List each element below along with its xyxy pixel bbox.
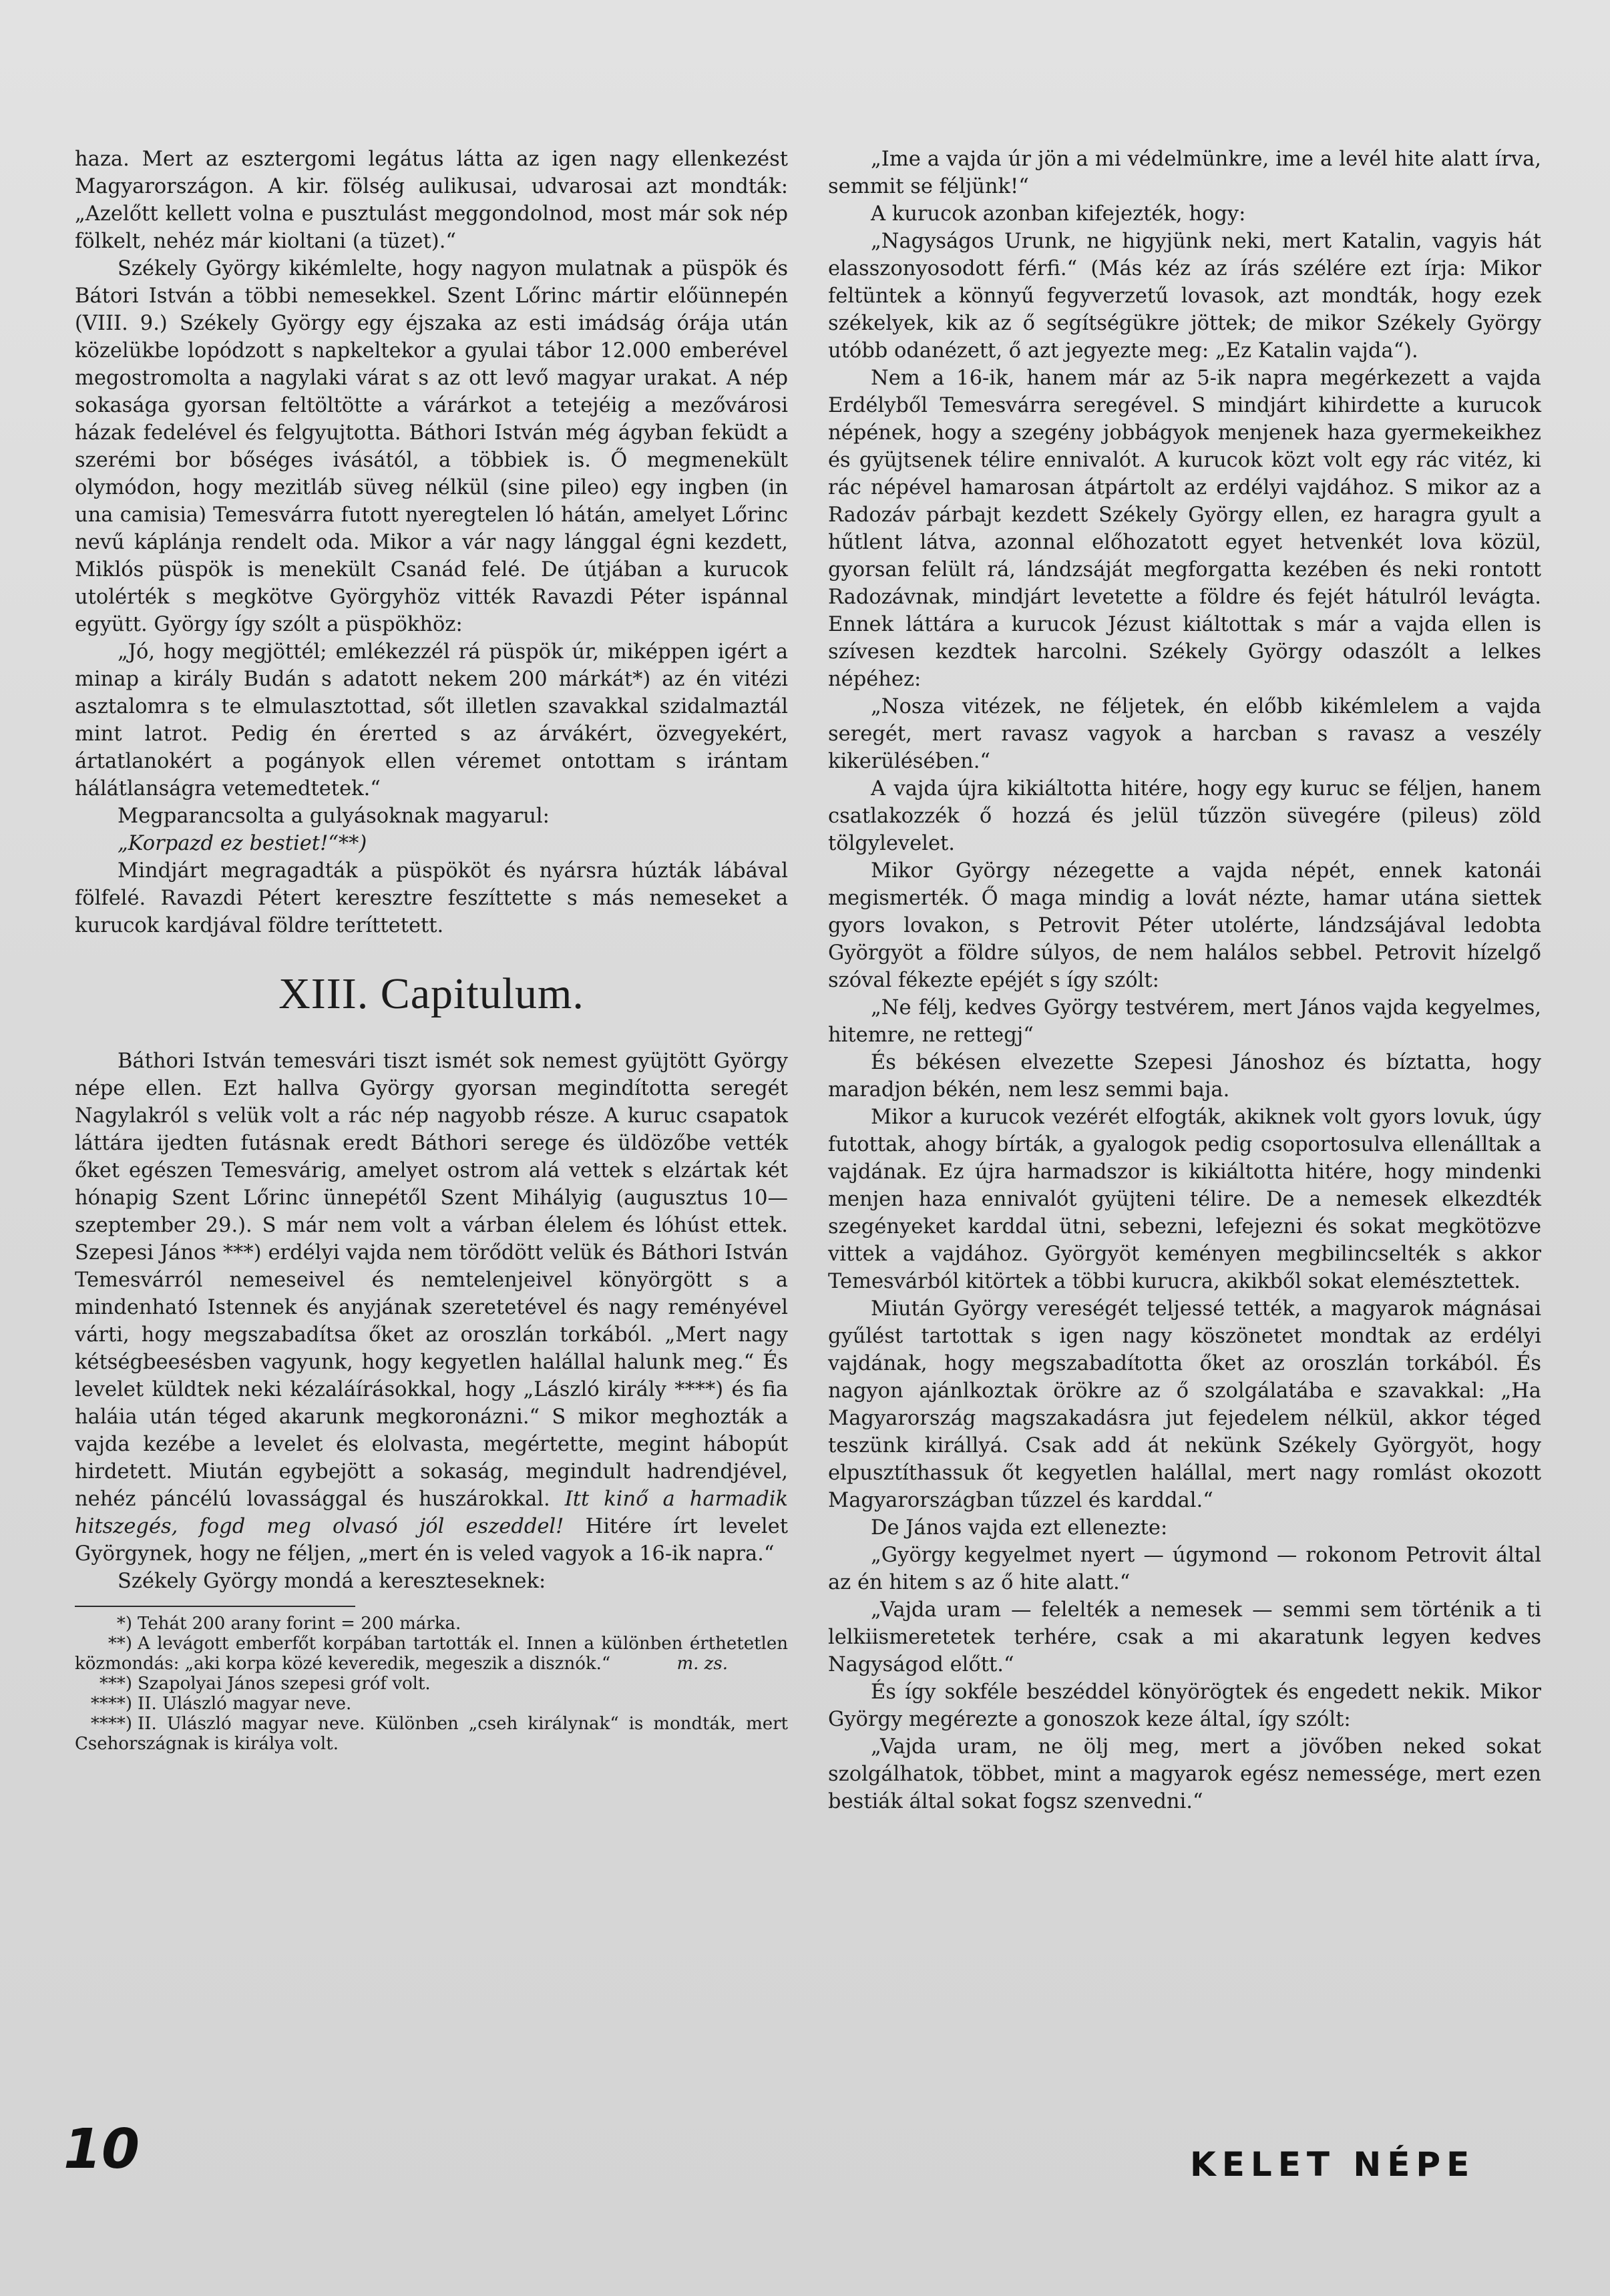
right-column [828,146,1541,1815]
paragraph: De János vajda ezt ellenezte: [871,1516,1168,1540]
quote-paragraph: „Ime a vajda úr jön a mi védelmünkre, ime a levél hite alatt írva, semmit se féljünk!“ [828,148,1541,198]
paragraph: Mindjárt megragadták a püspököt és nyársra húzták lábával fölfelé. Ravazdi Pétert keresztre feszíttette s más nemeseket a kurucok kardjával földre teríttetett. [75,859,788,937]
quote-paragraph: „György kegyelmet nyert — úgymond — rokonom Petrovit által az én hitem s az ő hite alatt.“ [828,1544,1541,1594]
paragraph: És békésen elvezette Szepesi Jánoshoz és bíztatta, hogy maradjon békén, nem lesz semmi baja. [828,1051,1541,1102]
quote-paragraph: „Korpazd ez bestiet!“**) [118,832,367,855]
footnote: **) A levágott emberfőt korpában tartották el. Innen a különben érthetetlen közmondás: „aki korpa közé keveredik, megeszik a disznók.“ m. zs. [75,1634,788,1674]
footnote: ***) Szapolyai János szepesi gróf volt. [99,1674,431,1694]
paragraph-text: Hitére írt levelet Györgynek, hogy ne féljen, „mert én is veled vagyok a 16-ik napra.“ [75,1515,788,1566]
page-number: 10 [63,2118,140,2181]
paragraph: Mikor György nézegette a vajda népét, ennek katonái megismerték. Ő maga mindig a lovát nézte, hamar utána siettek gyors lovakon, s Petrovit Péter utolérte, lándzsájával ledobta Györgyöt a földre súlyos, de nem halálos sebbel. Petrovit hízelgő szóval fékezte epéjét s így szólt: [828,859,1541,992]
footnote-divider [75,1606,355,1607]
paragraph: Nem a 16-ik, hanem már az 5-ik napra megérkezett a vajda Erdélyből Temesvárra seregével. S mindjárt kihirdette a kurucok népének, hogy a szegény jobbágyok menjenek haza gyermekeikhez és gyüjtsenek télire ennivalót. A kurucok közt volt egy rác vitéz, ki rác népével hamarosan átpártolt az erdélyi vajdához. S mikor az a Radozáv párbajt kezdett Székely György ellen, ez haragra gyult a hűtlent látva, azonnal előhozatott egyet hetvenkét lova közül, gyorsan felült rá, lándzsáját megforgatta kezében és neki rontott Radozávnak, mindjárt levetette a földre és fejét hátulról levágta. Ennek láttára a kurucok Jézust kiáltottak s már a vajda ellen is szívesen kezdtek harcolni. Székely György odaszólt a lelkes népéhez: [828,367,1541,691]
paragraph: Mikor a kurucok vezérét elfogták, akiknek volt gyors lovuk, úgy futottak, ahogy bírták, a gyalogok pedig csoportosulva ellenálltak a vajdának. Ez újra harmadszor is kikiáltotta hitére, hogy mindenki menjen haza ennivalót gyüjteni télire. De a nemesek elkezdték szegényeket karddal ütni, sebezni, lefejezni és sokat megkötözve vittek a vajdához. Györgyöt keményen megbilincselték s akkor Temesvárból kitörtek a többi kurucra, akikből sokat elemésztettek. [828,1106,1541,1293]
quote-paragraph: „Vajda uram, ne ölj meg, mert a jövőben neked sokat szolgálhatok, többet, mint a magyarok egész nemessége, mert ezen bestiák által sokat fogsz szenvedni.“ [828,1735,1541,1813]
quote-paragraph: „Nagyságos Urunk, ne higyjünk neki, mert Katalin, vagyis hát elasszonyosodott férfi.“ (Más kéz az írás szélére ezt írja: Mikor feltüntek a könnyű fegyverzetű lovasok, azt mondták, hogy ezek székelyek, kik az ő segítségükre jöttek; de mikor Székely György utóbb odanézett, ő azt jegyezte meg: „Ez Katalin vajda“). [828,230,1541,363]
footnote-signature: m. zs. [676,1654,728,1674]
italic-remark: Itt kinő a harmadik hitszegés, fogd meg olvasó jól eszeddel! [75,1487,788,1538]
paragraph [75,1048,788,1568]
paragraph: Székely György mondá a kereszteseknek: [118,1570,546,1593]
quote-paragraph: „Ne félj, kedves György testvérem, mert János vajda kegyelmes, hitemre, ne rettegj“ [828,996,1541,1047]
paragraph: És így sokféle beszéddel könyörögtek és engedett nekik. Mikor György megérezte a gonoszok keze által, így szólt: [828,1680,1541,1731]
paragraph: A vajda újra kikiáltotta hitére, hogy egy kuruc se féljen, hanem csatlakozzék ő hozzá és jelül tűzzön süvegére (pileus) zöld tölgylevelet. [828,777,1541,855]
masthead-title: KELET NÉPE [1190,2145,1476,2184]
paragraph: Miután György vereségét teljessé tették, a magyarok mágnásai gyűlést tartottak s igen nagy köszönetet mondtak az erdélyi vajdának, hogy megszabadította őket az oroszlán torkából. És nagyon ajánlkoztak örökre az ő szolgálatába e szavakkal: „Ha Magyarország magszakadásra jut fejedelem nélkül, akkor téged teszünk királlyá. Csak add át nekünk Székely Györgyöt, hogy elpusztíthassuk őt kegyetlen halállal, mert nagy romlást okozott Magyarországban tűzzel és karddal.“ [828,1297,1541,1512]
left-column [75,146,788,1754]
footnote: ****) II. Ulászló magyar neve. Különben „cseh királynak“ is mondták, mert Csehországnak is királya volt. [75,1714,788,1754]
paragraph: A kurucok azonban kifejezték, hogy: [871,202,1246,226]
quote-paragraph: „Nosza vitézek, ne féljetek, én előbb kikémlelem a vajda seregét, mert ravasz vagyok a harcban s ravasz a veszély kikerülésében.“ [828,695,1541,773]
footnote: ****) II. Ulászló magyar neve. [90,1694,352,1714]
paragraph: haza. Mert az esztergomi legátus látta az igen nagy ellenkezést Magyarországon. A kir. fölség aulikusai, udvarosai azt mondták: „Azelőtt kellett volna e pusztulást meggondolnod, most már sok nép fölkelt, nehéz már kioltani (a tüzet).“ [75,148,788,253]
chapter-heading: XIII. Capitulum. [278,969,584,1018]
footnote: *) Tehát 200 arany forint = 200 márka. [116,1614,461,1634]
paragraph: Székely György kikémlelte, hogy nagyon mulatnak a püspök és Bátori István a többi nemesekkel. Szent Lőrinc mártir előünnepén (VIII. 9.) Székely György egy éjszaka az esti imádság órája után közelükbe lopódzott s napkeltekor a gyulai tábor 12.000 emberével megostromolta a nagylaki várat s az ott levő magyar urakat. A nép sokasága gyorsan feltöltötte a várárkot a tetejéig a mezővárosi házak fedelével és felgyujtotta. Báthori István még ágyban feküdt a szerémi bor bőséges ivásától, a többiek is. Ő megmenekült olymódon, hogy mezitláb süveg nélkül (sine pileo) egy ingben (in una camisia) Temesvárra futott nyeregtelen ló hátán, amelyet Lőrinc nevű káplánja rendelt oda. Mikor a vár nagy lánggal égni kezdett, Miklós püspök is menekült Csanád felé. De útjában a kurucok utolérték s megkötve Györgyhöz vitték Ravazdi Péter ispánnal együtt. György így szólt a püspökhöz: [75,257,788,636]
footnotes [75,1614,788,1754]
paragraph-text: Báthori István temesvári tiszt ismét sok nemest gyüjtött György népe ellen. Ezt hallva György gyorsan megindította seregét Nagylakról s velük volt a rác nép nagyobb része. A kuruc csapatok láttára ijedten futásnak eredt Báthori serege és üldözőbe vették őket egészen Temesvárig, amelyet ostrom alá vettek s elzártak két hónapig Szent Lőrinc ünnepétől Szent Mihályig (augusztus 10—szeptember 29.). S már nem volt a várban élelem és lóhúst ettek. Szepesi János ***) erdélyi vajda nem törődött velük és Báthori István Temesvárról nemeseivel és nemtelenjeivel könyörgött s a mindenható Istennek és anyjának szeretetével és nagy reményével várti, hogy megszabadítsa őket az oroszlán torkából. „Mert nagy kétségbeesésben vagyunk, hogy kegyetlen halállal halunk meg.“ És levelet küldtek neki kézaláírásokkal, hogy „László király ****) és fia haláia után téged akarunk megkoronázni.“ S mikor meghozták a vajda kezébe a levelet és elolvasta, megértette, megint hábорút hirdetett. Miután egybejött a sokaság, megindult hadrendjével, nehéz páncélú lovassággal és huszárokkal. [75,1050,788,1511]
paragraph: Megparancsolta a gulyásoknak magyarul: [118,805,550,828]
quote-paragraph: „Vajda uram — felelték a nemesek — semmi sem történik a ti lelkiismeretetek terhére, csak a mi akaratunk legyen kedves Nagyságod előtt.“ [828,1598,1541,1676]
quote-paragraph: „Jó, hogy megjöttél; emlékezzél rá püspök úr, miképpen igért a minap a király Budán s adatott nekem 200 márkát*) az én vitézi asztalomra s te elmulasztottad, sőt illetlen szavakkal szidalmaztál mint latrot. Pedig én érетted s az árvákért, özvegyekért, ártatlanokért a pogányok ellen véremet ontottam s irántam hálátlanságra vetemedtetek.“ [75,640,788,800]
